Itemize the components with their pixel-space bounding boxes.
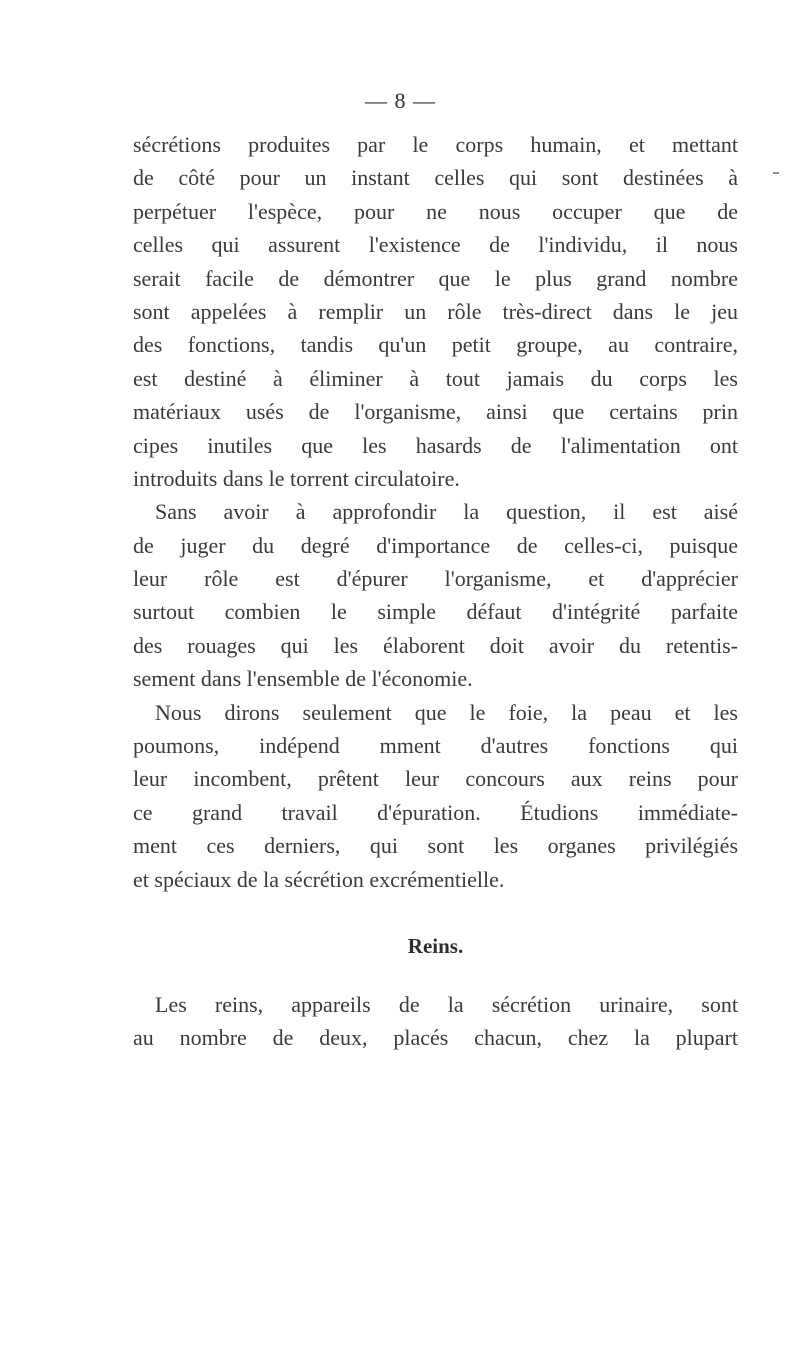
text-line: ce grand travail d'épuration. Étudions immédiate-	[133, 799, 738, 825]
text-line: sont appelées à remplir un rôle très-direct dans le jeu	[133, 298, 738, 324]
text-line: de juger du degré d'importance de celles-ci, puisque	[133, 532, 738, 558]
text-line: leur rôle est d'épurer l'organisme, et d'apprécier	[133, 566, 738, 592]
text-line: Nous dirons seulement que le foie, la peau et les	[155, 699, 738, 725]
page-number: — 8 —	[365, 88, 436, 113]
text-line: perpétuer l'espèce, pour ne nous occuper que de	[133, 198, 738, 224]
margin-mark	[773, 172, 779, 174]
text-line: leur incombent, prêtent leur concours aux reins pour	[133, 766, 738, 792]
text-line: matériaux usés de l'organisme, ainsi que certains prin	[133, 399, 738, 425]
section-heading: Reins.	[407, 933, 464, 958]
text-line: cipes inutiles que les hasards de l'alimentation ont	[133, 432, 738, 458]
text-column	[133, 128, 738, 1055]
text-line: ment ces derniers, qui sont les organes privilégiés	[133, 833, 738, 859]
text-line: est destiné à éliminer à tout jamais du corps les	[133, 365, 738, 391]
text-line: et spéciaux de la sécrétion excrémentielle.	[133, 866, 505, 892]
text-line: des fonctions, tandis qu'un petit groupe, au contraire,	[133, 332, 738, 358]
text-line: Les reins, appareils de la sécrétion urinaire, sont	[155, 991, 738, 1017]
paragraph-3	[133, 696, 738, 896]
paragraph-2	[133, 495, 738, 695]
paragraph-1	[133, 128, 738, 495]
text-line: sement dans l'ensemble de l'économie.	[133, 666, 473, 692]
text-line: serait facile de démontrer que le plus grand nombre	[133, 265, 738, 291]
text-line: au nombre de deux, placés chacun, chez la plupart	[133, 1025, 738, 1051]
text-line: surtout combien le simple défaut d'intégrité parfaite	[133, 599, 738, 625]
text-line: sécrétions produites par le corps humain, et mettant	[133, 132, 738, 157]
text-line: des rouages qui les élaborent doit avoir du retentis-	[133, 632, 738, 658]
text-line: introduits dans le torrent circulatoire.	[133, 465, 460, 491]
paragraph-4	[133, 988, 738, 1055]
text-line: poumons, indépend mment d'autres fonctions qui	[133, 733, 738, 759]
text-line: Sans avoir à approfondir la question, il est aisé	[155, 499, 738, 525]
text-line: de côté pour un instant celles qui sont destinées à	[133, 165, 738, 191]
text-line: celles qui assurent l'existence de l'individu, il nous	[133, 232, 738, 258]
